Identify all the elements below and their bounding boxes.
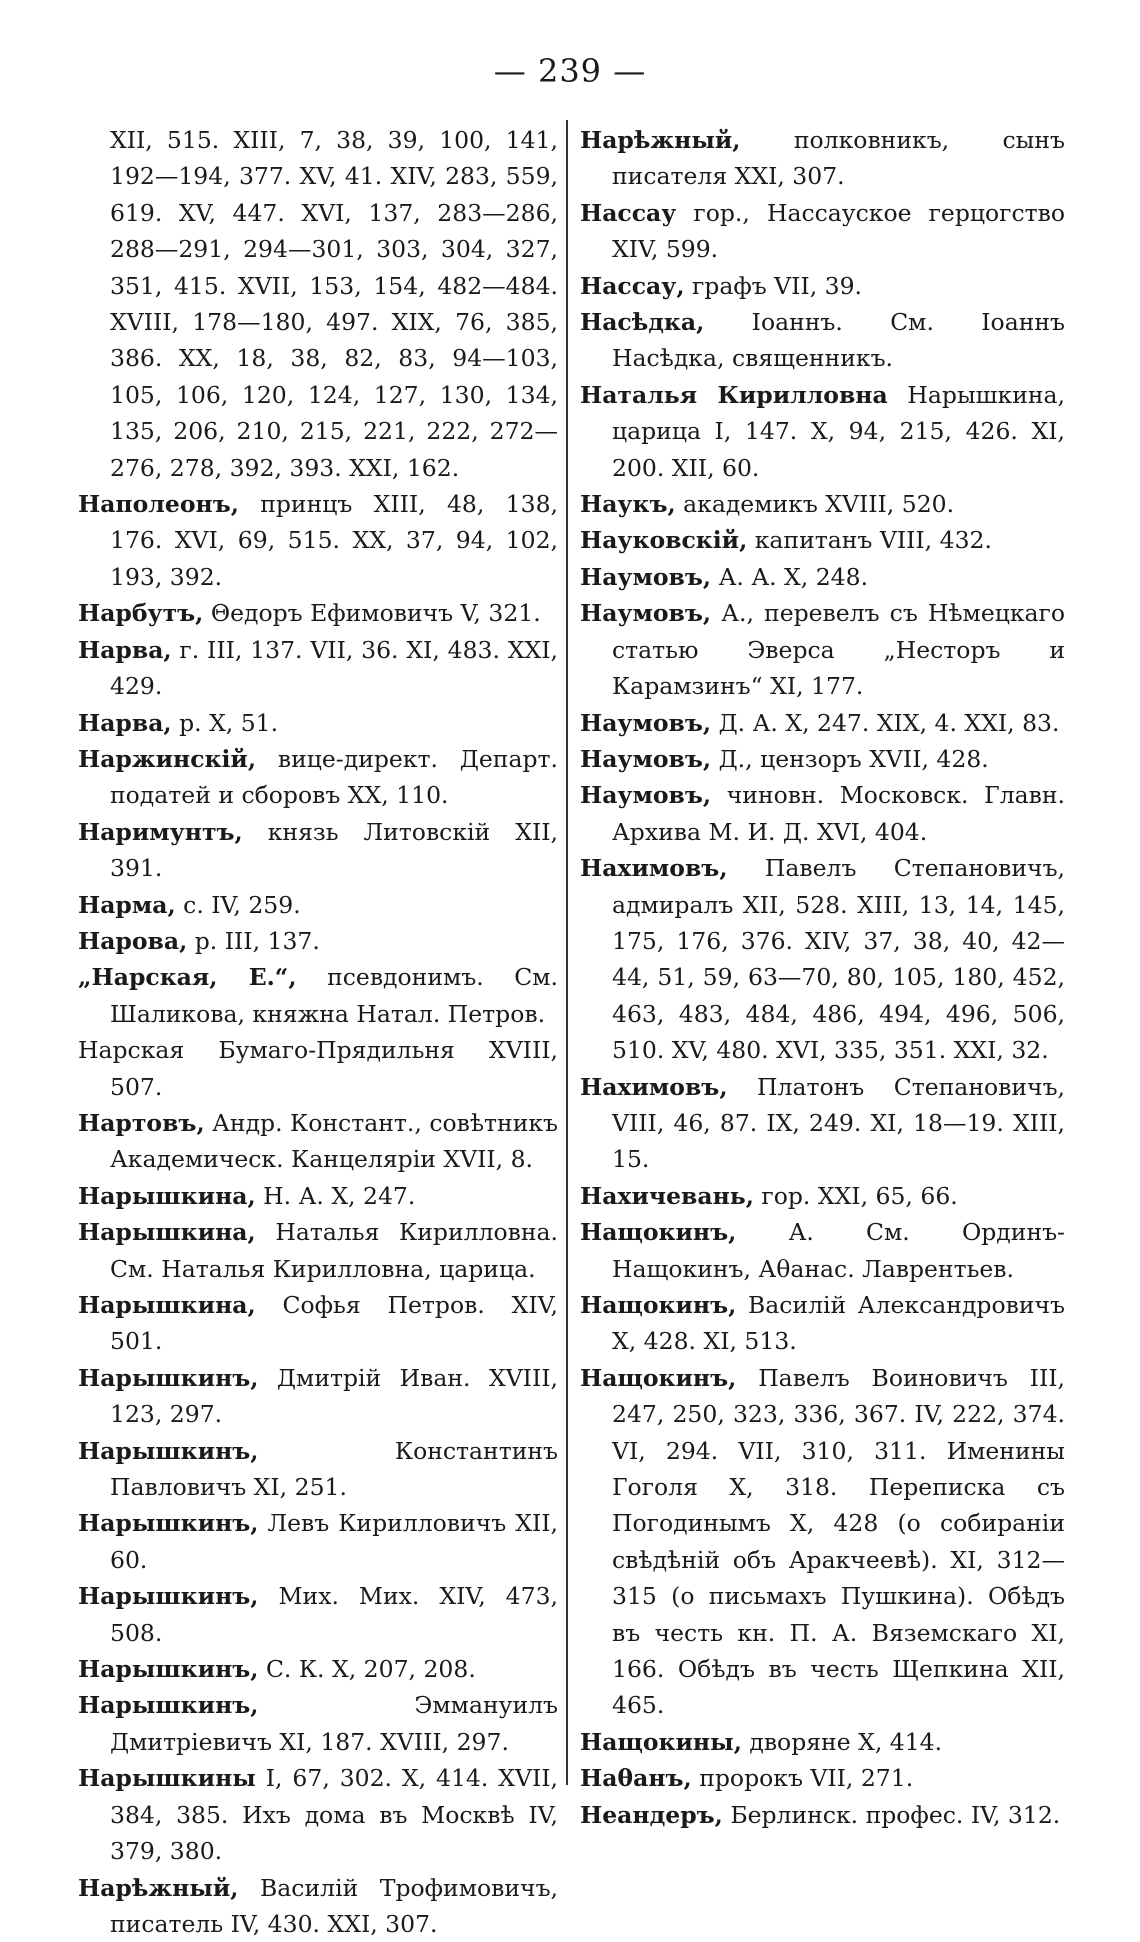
entry-heading: Нарышкина, <box>78 1218 256 1246</box>
entry-heading: „Нарская, Е.“, <box>78 963 297 991</box>
index-entry <box>580 122 1065 195</box>
right-column <box>580 122 1065 1833</box>
entry-text: Мих. Мих. XIV, 473, 508. <box>110 1582 558 1646</box>
entry-heading: Нарышкинъ, <box>78 1509 258 1537</box>
index-entry <box>78 923 558 959</box>
entry-heading: Нащокины, <box>580 1728 742 1756</box>
index-entry <box>580 777 1065 850</box>
entry-heading: Нарышкины <box>78 1764 256 1792</box>
index-entry <box>78 1870 558 1942</box>
index-entry <box>580 195 1065 268</box>
entry-text: С. К. X, 207, 208. <box>258 1655 475 1683</box>
entry-text: вице-директ. Департ. податей и сборовъ XX, 110. <box>110 745 558 809</box>
entry-text: Нарышкина, царица I, 147. X, 94, 215, 426. XI, 200. XII, 60. <box>612 381 1065 482</box>
index-entry <box>78 1032 558 1105</box>
entry-heading: Нахичевань, <box>580 1182 754 1210</box>
entry-heading: Нассау, <box>580 272 685 300</box>
entry-heading: Нарышкина, <box>78 1291 256 1319</box>
index-entry <box>78 814 558 887</box>
entry-heading: Нарѣжный, <box>580 126 740 154</box>
index-entry <box>78 595 558 631</box>
entry-text: XII, 515. XIII, 7, 38, 39, 100, 141, 192—194, 377. XV, 41. XIV, 283, 559, 619. XV, 447. XVI, 137, 283—286, 288—291, 294—301, 303, 304, 327, 351, 415. XVII, 153, 154, 482—484. XVIII, 178—180, 497. XIX, 76, 385, 386. XX, 18, 38, 82, 83, 94—103, 105, 106, 120, 124, 127, 130, 134, 135, 206, 210, 215, 221, 222, 272—276, 278, 392, 393. XXI, 162. <box>110 126 558 482</box>
index-entry <box>78 1651 558 1687</box>
entry-text: принцъ XIII, 48, 138, 176. XVI, 69, 515. XX, 37, 94, 102, 193, 392. <box>110 490 558 591</box>
entry-heading: Нассау <box>580 199 676 227</box>
index-entry <box>78 1433 558 1506</box>
index-entry <box>78 887 558 923</box>
entry-heading: Неандеръ, <box>580 1801 723 1829</box>
entry-text: Андр. Констант., совѣтникъ Академическ. Канцеляріи XVII, 8. <box>110 1109 558 1173</box>
entry-text: гор., Нассауское герцогство XIV, 599. <box>612 199 1065 263</box>
index-entry <box>78 1214 558 1287</box>
entry-text: р. III, 137. <box>187 927 320 955</box>
entry-heading: Наумовъ, <box>580 599 711 627</box>
entry-heading: Нарышкинъ, <box>78 1582 258 1610</box>
index-entry <box>78 1360 558 1433</box>
index-entry <box>580 705 1065 741</box>
entry-heading: Нащокинъ, <box>580 1364 736 1392</box>
entry-text: Берлинск. профес. IV, 312. <box>723 1801 1060 1829</box>
index-entry <box>78 1687 558 1760</box>
entry-text: с. IV, 259. <box>176 891 301 919</box>
entry-heading: Насѣдка, <box>580 308 704 336</box>
entry-text: Д., цензоръ XVII, 428. <box>711 745 989 773</box>
index-entry <box>580 741 1065 777</box>
entry-text: графъ VII, 39. <box>685 272 863 300</box>
entry-heading: Наумовъ, <box>580 745 711 773</box>
entry-text: Павелъ Степановичъ, адмиралъ XII, 528. XIII, 13, 14, 145, 175, 176, 376. XIV, 37, 38, 40, 42—44, 51, 59, 63—70, 80, 105, 180, 452, 463, 483, 484, 486, 494, 496, 506, 510. XV, 480. XVI, 335, 351. XXI, 32. <box>612 854 1065 1064</box>
entry-text: Василій Трофимовичъ, писатель IV, 430. XXI, 307. <box>110 1874 558 1938</box>
index-entry <box>78 1578 558 1651</box>
entry-heading: Наθанъ, <box>580 1764 692 1792</box>
index-entry <box>78 959 558 1032</box>
entry-heading: Нарва, <box>78 636 172 664</box>
entry-heading: Нахимовъ, <box>580 854 728 882</box>
column-divider <box>566 120 568 1785</box>
entry-heading: Нарышкинъ, <box>78 1691 258 1719</box>
index-entry <box>78 705 558 741</box>
entry-heading: Наримунтъ, <box>78 818 243 846</box>
entry-text: А., перевелъ съ Нѣмецкаго статью Эверса „Несторъ и Карамзинъ“ XI, 177. <box>612 599 1065 700</box>
index-entry <box>78 1178 558 1214</box>
index-entry <box>580 1287 1065 1360</box>
entry-heading: Наполеонъ, <box>78 490 239 518</box>
entry-text: А. А. X, 248. <box>711 563 868 591</box>
entry-heading: Нарышкинъ, <box>78 1655 258 1683</box>
entry-text: I, 67, 302. X, 414. XVII, 384, 385. Ихъ дома въ Москвѣ IV, 379, 380. <box>110 1764 558 1865</box>
entry-heading: Нарышкина, <box>78 1182 256 1210</box>
entry-heading: Нарва, <box>78 709 172 737</box>
entry-text: Платонъ Степановичъ, VIII, 46, 87. IX, 249. XI, 18—19. XIII, 15. <box>612 1073 1065 1174</box>
entry-text: Іоаннъ. См. Іоаннъ Насѣдка, священникъ. <box>612 308 1065 372</box>
entry-text: псевдонимъ. См. Шаликова, княжна Натал. Петров. <box>110 963 558 1027</box>
index-entry <box>78 632 558 705</box>
index-entry <box>78 1287 558 1360</box>
entry-text: чиновн. Московск. Главн. Архива М. И. Д. XVI, 404. <box>612 781 1065 845</box>
entry-heading: Нарма, <box>78 891 176 919</box>
index-entry <box>580 559 1065 595</box>
entry-heading: Наукъ, <box>580 490 676 518</box>
entry-text: полковникъ, сынъ писателя XXI, 307. <box>612 126 1065 190</box>
entry-text: Н. А. X, 247. <box>256 1182 416 1210</box>
entry-text: пророкъ VII, 271. <box>692 1764 913 1792</box>
left-column <box>78 122 558 1942</box>
entry-text: князь Литовскій XII, 391. <box>110 818 558 882</box>
index-entry <box>580 1360 1065 1724</box>
index-entry <box>580 522 1065 558</box>
entry-text: Павелъ Воиновичъ III, 247, 250, 323, 336, 367. IV, 222, 374. VI, 294. VII, 310, 311. Именины Гоголя X, 318. Переписка съ Погодинымъ X, 428 (о собираніи свѣдѣній объ Аракчеевѣ). XI, 312—315 (о письмахъ Пушкина). Обѣдъ въ честь кн. П. А. Вяземскаго XI, 166. Обѣдъ въ честь Щепкина XII, 465. <box>612 1364 1065 1720</box>
entry-text: академикъ XVIII, 520. <box>676 490 954 518</box>
entry-text: Эммануилъ Дмитріевичъ XI, 187. XVIII, 297. <box>110 1691 558 1755</box>
entry-text: Константинъ Павловичъ XI, 251. <box>110 1437 558 1501</box>
entry-text: гор. XXI, 65, 66. <box>754 1182 958 1210</box>
entry-heading: Наржинскій, <box>78 745 256 773</box>
entry-heading: Наумовъ, <box>580 709 711 737</box>
entry-text: Наталья Кирилловна. См. Наталья Кирилловна, царица. <box>110 1218 558 1282</box>
entry-heading: Нахимовъ, <box>580 1073 728 1101</box>
index-entry <box>580 1069 1065 1178</box>
index-entry <box>580 1178 1065 1214</box>
entry-text: А. См. Ординъ-Нащокинъ, Аθанас. Лаврентьев. <box>612 1218 1065 1282</box>
index-entry <box>580 1724 1065 1760</box>
entry-text: р. X, 51. <box>172 709 279 737</box>
index-entry <box>580 377 1065 486</box>
index-entry <box>78 1105 558 1178</box>
index-entry <box>580 486 1065 522</box>
entry-heading: Нарѣжный, <box>78 1874 238 1902</box>
entry-text: дворяне X, 414. <box>742 1728 942 1756</box>
index-entry <box>78 1505 558 1578</box>
entry-text: Левъ Кирилловичъ XII, 60. <box>110 1509 558 1573</box>
entry-heading: Наумовъ, <box>580 563 711 591</box>
entry-heading: Нарбутъ, <box>78 599 203 627</box>
index-entry <box>78 122 558 486</box>
entry-heading: Нарышкинъ, <box>78 1437 258 1465</box>
entry-heading: Наумовъ, <box>580 781 711 809</box>
entry-heading: Нащокинъ, <box>580 1218 736 1246</box>
index-entry <box>580 595 1065 704</box>
entry-heading: Наталья Кирилловна <box>580 381 888 409</box>
index-entry <box>580 1214 1065 1287</box>
index-entry <box>580 850 1065 1068</box>
entry-text: Нарская Бумаго-Прядильня XVIII, 507. <box>78 1036 558 1100</box>
entry-text: Василій Александровичъ X, 428. XI, 513. <box>612 1291 1065 1355</box>
entry-text: Софья Петров. XIV, 501. <box>110 1291 558 1355</box>
index-entry <box>78 741 558 814</box>
entry-heading: Нартовъ, <box>78 1109 205 1137</box>
index-entry <box>580 304 1065 377</box>
index-entry <box>78 1760 558 1869</box>
entry-heading: Нарышкинъ, <box>78 1364 258 1392</box>
entry-text: г. III, 137. VII, 36. XI, 483. XXI, 429. <box>110 636 558 700</box>
entry-text: Дмитрій Иван. XVIII, 123, 297. <box>110 1364 558 1428</box>
entry-text: капитанъ VIII, 432. <box>747 526 992 554</box>
entry-heading: Науковскій, <box>580 526 747 554</box>
entry-text: Θедоръ Ефимовичъ V, 321. <box>203 599 540 627</box>
index-entry <box>78 486 558 595</box>
page-number: — 239 — <box>0 52 1140 90</box>
entry-heading: Нащокинъ, <box>580 1291 736 1319</box>
entry-heading: Нарова, <box>78 927 187 955</box>
entry-text: Д. А. X, 247. XIX, 4. XXI, 83. <box>711 709 1059 737</box>
index-entry <box>580 1797 1065 1833</box>
index-entry <box>580 1760 1065 1796</box>
index-entry <box>580 268 1065 304</box>
